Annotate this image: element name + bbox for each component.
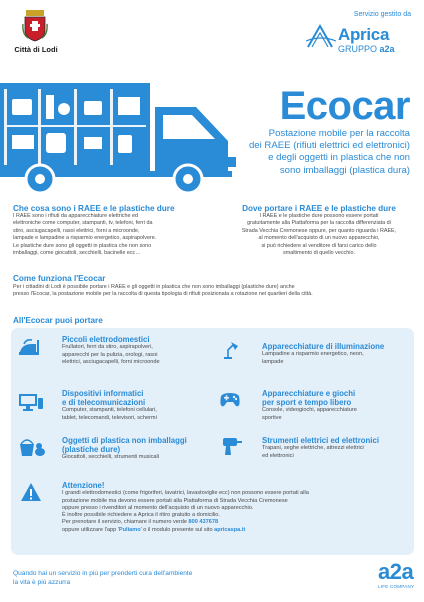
subtitle-line: dei RAEE (rifiuti elettrici ed elettronici) (248, 140, 410, 152)
aprica-logo-icon (306, 23, 336, 49)
page-title: Ecocar (279, 84, 410, 128)
item-desc-line: tablet, telecomandi, televisori, schermi (62, 414, 157, 421)
gruppo-prefix: GRUPPO (338, 44, 380, 54)
item-desc-line: Console, videogiochi, apparecchiature (262, 407, 357, 414)
text-line: imballaggi, come giocattoli, secchielli, bacinelle ecc… (13, 250, 141, 257)
subtitle-line: e degli oggetti in plastica che non (268, 152, 410, 164)
text-line: Per i cittadini di Lodi è possibile portare i RAEE e gli oggetti in plastica che non sono imballaggi (plastiche dure) anche (13, 284, 295, 290)
item-desc-line: elettrici, asciugacapelli, forni microonde (62, 358, 160, 365)
gamepad-icon (218, 388, 244, 410)
item-desc-line: lampade (262, 358, 284, 365)
item-title: Oggetti di plastica non imballaggi (62, 436, 187, 445)
text-line: lampade e lampadine a risparmio energetico, aspirapolvere. (13, 235, 157, 242)
a2a-logo: a2a (378, 559, 414, 584)
text-line: stiro, asciugacapelli, rasoi elettrici, forni a microonde, (13, 227, 140, 234)
item-title: Piccoli elettrodomestici (62, 335, 150, 344)
item-title: e di telecomunicazioni (62, 398, 146, 408)
text-line: al momento dell'acquisto di un nuovo apparecchio, (258, 235, 380, 242)
item-electric-tools (262, 436, 410, 460)
text-line: Le plastiche dure sono gli oggetti in plastica che non sono (13, 242, 152, 249)
app-name: Puliamo (118, 526, 141, 533)
item-desc-line: Computer, stampanti, telefoni cellulari, (62, 407, 157, 414)
warning-line: Per prenotare il servizio, chiamare il numero verde (62, 519, 189, 526)
section-heading-bring: All'Ecocar puoi portare (13, 316, 103, 325)
phone-number[interactable]: 800 437678 (188, 519, 219, 526)
section-heading-what: Che cosa sono i RAEE e le plastiche dure (13, 204, 175, 213)
text-line: smaltimento di quello vecchio. (283, 250, 355, 257)
item-title: (plastiche dure) (62, 445, 121, 455)
item-small-appliances (62, 335, 212, 366)
text-line: I RAEE e le plastiche dure possono essere portati (259, 213, 379, 219)
warning-line: È inoltre possibile richiedere a Aprica il ritiro gratuito a domicilio. (62, 512, 220, 519)
footer-line: la vita è più azzurra (13, 578, 71, 586)
section-text-where (226, 213, 412, 257)
lamp-icon (220, 340, 240, 360)
item-games-sport (262, 389, 410, 422)
gruppo-brand: a2a (379, 44, 395, 54)
item-title: Apparecchiature di illuminazione (262, 342, 385, 351)
item-desc-line: Lampadine a risparmio energetico, neon, (262, 351, 364, 358)
text-line: gratuitamente alla Piattaforma per la raccolta differenziata di (247, 220, 391, 227)
warning-box (62, 481, 410, 534)
managed-by-label: Servizio gestito da (353, 11, 411, 18)
text-line: si può richiedere al venditore di farsi carico dello (261, 242, 377, 249)
section-heading-how: Come funziona l'Ecocar (13, 274, 106, 283)
warning-line: I grandi elettrodomestici (come frigoriferi, lavatrici, lavastoviglie ecc) non possono essere portati alla (62, 490, 309, 497)
warning-icon (20, 482, 42, 502)
item-it-telecom (62, 389, 212, 422)
warning-line: postazione mobile ma devono essere portati alla Piattaforma di Strada Vecchia Cremonese (62, 497, 288, 504)
section-text-how (13, 284, 413, 299)
city-crest-icon (22, 10, 48, 42)
text-line: presso l'Ecocar, la postazione mobile per la raccolta di questa tipologia di rifiuti posizionata a rotazione nei quartieri della città. (13, 291, 313, 298)
warning-phone-line (62, 519, 410, 526)
text-line: I RAEE sono i rifiuti da apparecchiature elettriche ed (13, 213, 138, 219)
iron-vacuum-icon (18, 336, 42, 358)
item-desc-line: sportive (262, 414, 282, 421)
text-line: elettroniche come computer, stampanti, tv, telefoni, ferri da (13, 220, 153, 227)
footer-tagline (13, 570, 192, 587)
warning-text: oppure utilizzare l'app ' (62, 526, 119, 533)
warning-line: oppure presso i rivenditori al momento dell'acquisto di un nuovo apparecchio. (62, 504, 254, 511)
city-name: Città di Lodi (14, 45, 58, 54)
subtitle-line: Postazione mobile per la raccolta (268, 128, 410, 139)
a2a-life-company: LIFE COMPANY (378, 584, 415, 589)
item-desc-line: ed elettronici (262, 452, 294, 459)
page-subtitle (210, 128, 410, 177)
item-desc-line: Trapani, seghe elettriche, attrezzi elettrici (262, 445, 364, 452)
subtitle-line: sono imballaggi (plastica dura) (279, 164, 410, 176)
warning-text: ' o il modulo presente sul sito (140, 526, 215, 533)
bucket-duck-icon (18, 436, 46, 458)
item-hard-plastics (62, 436, 212, 462)
item-desc-line: Frullatori, ferri da stiro, aspirapolveri, (62, 344, 153, 351)
item-title: Dispositivi informatici (62, 389, 144, 398)
item-title: Apparecchiature e giochi (262, 389, 356, 398)
text-line: Strada Vecchia Cremonese oppure, per quanto riguarda i RAEE, (241, 227, 397, 234)
item-title: Strumenti elettrici ed elettronici (262, 436, 379, 445)
website-link[interactable]: apricaspa.it (214, 526, 246, 533)
computer-phone-icon (18, 392, 44, 412)
section-text-what (13, 213, 205, 257)
section-heading-where: Dove portare i RAEE e le plastiche dure (242, 204, 396, 213)
item-title: per sport e tempo libero (262, 398, 352, 408)
gruppo-a2a (338, 44, 395, 54)
item-desc-line: apparecchi per la pulizia, orologi, rasoi (62, 351, 158, 358)
footer-line: Quando hai un servizio in più per prenderti cura dell'ambiente (13, 570, 193, 577)
warning-app-line (62, 527, 410, 534)
aprica-brand: Aprica (338, 25, 390, 44)
warning-title: Attenzione! (62, 481, 105, 490)
item-lighting (262, 342, 410, 366)
drill-icon (219, 435, 243, 457)
item-desc-line: Giocattoli, secchielli, strumenti musicali (62, 454, 159, 461)
